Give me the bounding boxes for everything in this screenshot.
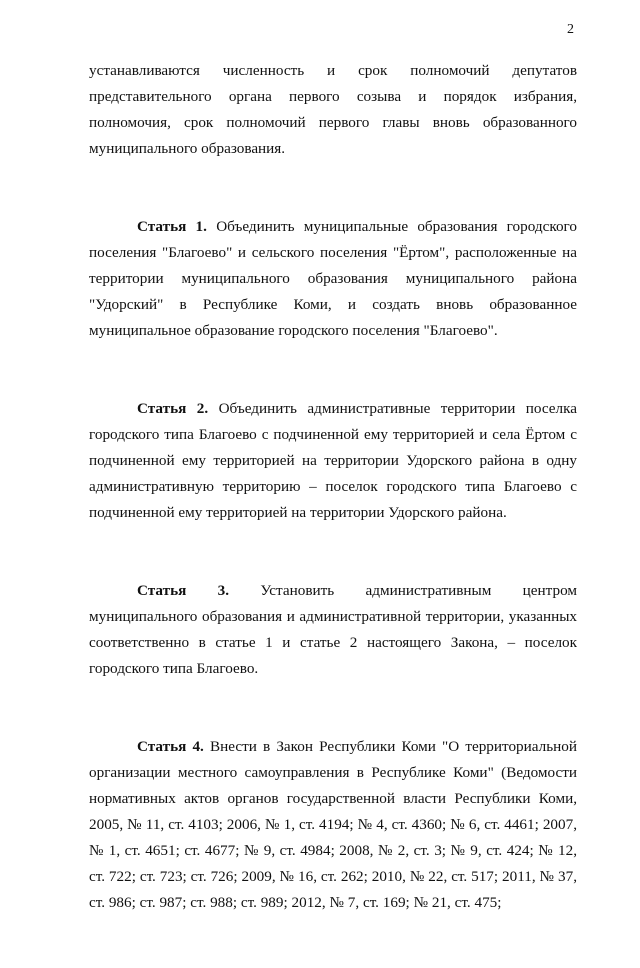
article-4 [89,734,577,916]
intro-paragraph: устанавливаются численность и срок полномочий депутатов представительного органа первого созыва и порядок избрания, полномочия, срок полномочий первого главы вновь образованного муниципального образования. [89,62,577,157]
page-number: 2 [567,22,574,37]
article-3-text: Установить административным центром муниципального образования и административной территории, указанных соответственно в статье 1 и статье 2 настоящего Закона, – поселок городского типа Благоево. [89,582,578,677]
article-3-label: Статья 3. [137,582,230,599]
article-4-label: Статья 4. [137,738,204,755]
article-2 [89,396,577,526]
article-1-label: Статья 1. [137,218,207,235]
article-3 [89,578,577,682]
article-2-label: Статья 2. [137,400,209,417]
article-1 [89,214,577,344]
article-1-text: Объединить муниципальные образования городского поселения "Благоево" и сельского поселения "Ёртом", расположенные на территории муниципального образования муниципального района "Удорский" в Республике Коми, и создать вновь образованное муниципальное образование городского поселения "Благоево". [89,218,577,339]
article-2-text: Объединить административные территории поселка городского типа Благоево с подчиненной ему территорией и села Ёртом с подчиненной ему территорией на территории Удорского района в одну административную территорию – поселок городского типа Благоево с подчиненной ему территорией на территории Удорского района. [89,400,577,521]
document-body [89,58,577,968]
article-4-text: Внести в Закон Республики Коми "О территориальной организации местного самоуправления в Республике Коми" (Ведомости нормативных актов органов государственной власти Республики Коми, 2005, № 11, ст. 4103; 2006, № 1, ст. 4194; № 4, ст. 4360; № 6, ст. 4461; 2007, № 1, ст. 4651; ст. 4677; № 9, ст. 4984; 2008, № 2, ст. 3; № 9, ст. 424; № 12, ст. 722; ст. 723; ст. 726; 2009, № 16, ст. 262; 2010, № 22, ст. 517; 2011, № 37, ст. 986; ст. 987; ст. 988; ст. 989; 2012, № 7, ст. 169; № 21, ст. 475; [89,738,577,911]
